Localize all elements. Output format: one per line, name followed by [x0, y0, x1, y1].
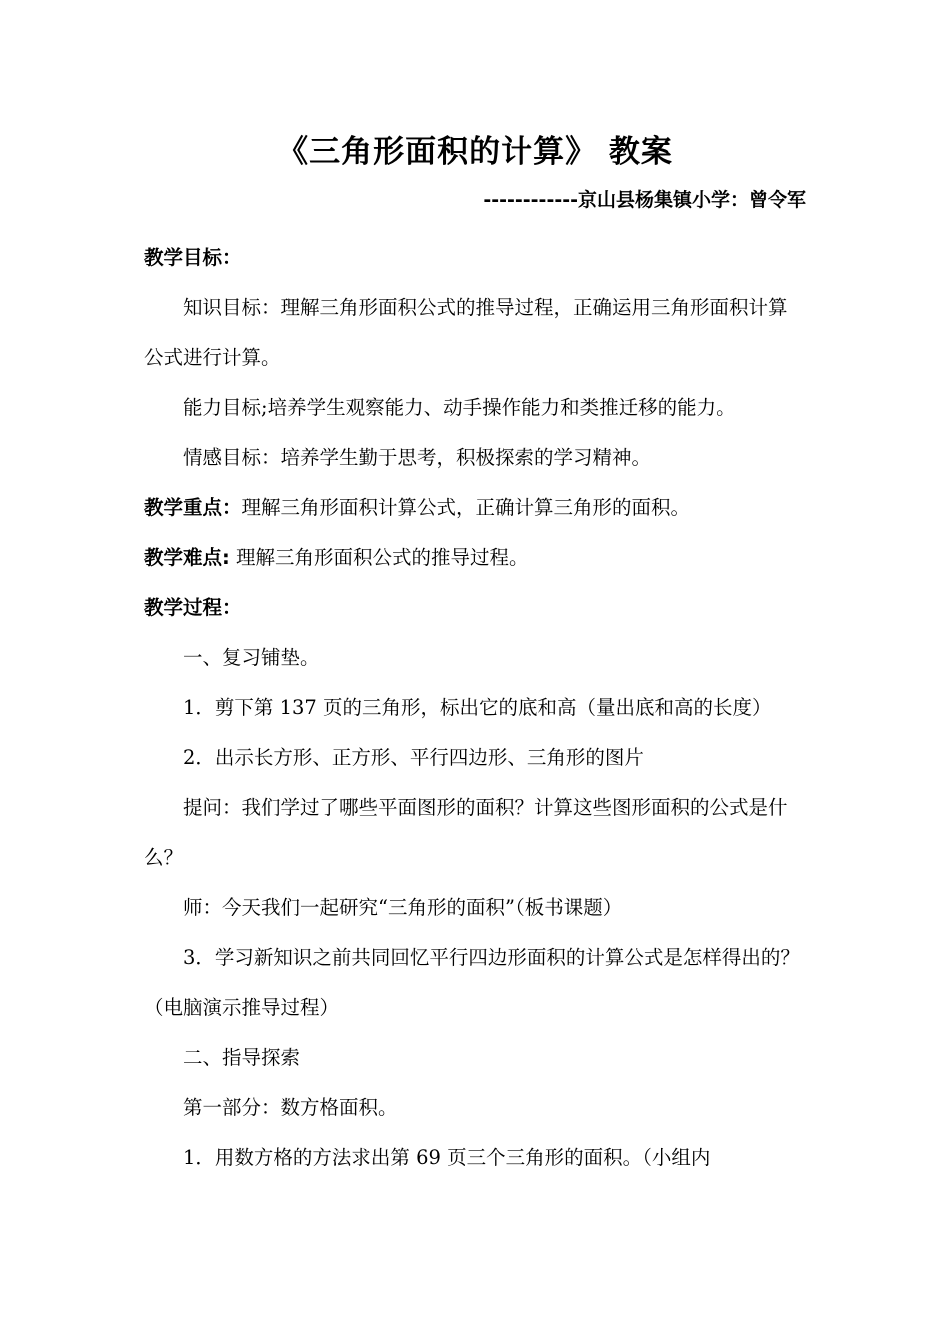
key-point-label: 教学重点： — [144, 496, 242, 519]
explore-section-title: 二、指导探索 — [183, 1046, 301, 1069]
knowledge-objective: 知识目标：理解三角形面积公式的推导过程，正确运用三角形面积计算公式进行计算。 — [144, 296, 788, 369]
review-item-1: 1．剪下第 137 页的三角形，标出它的底和高（量出底和高的长度） — [183, 696, 772, 719]
objectives-heading: 教学目标： — [144, 246, 242, 269]
document-title: 《三角形面积的计算》 教案 — [277, 134, 673, 170]
part1-title: 第一部分：数方格面积。 — [183, 1096, 398, 1119]
author-line: ------------京山县杨集镇小学：曾令军 — [483, 189, 806, 211]
review-item-2: 2．出示长方形、正方形、平行四边形、三角形的图片 — [183, 746, 644, 769]
teacher-statement: 师：今天我们一起研究“三角形的面积”（板书课题） — [183, 896, 623, 919]
emotion-objective: 情感目标：培养学生勤于思考，积极探索的学习精神。 — [183, 446, 652, 469]
difficulty-text: 理解三角形面积公式的推导过程。 — [229, 546, 529, 569]
review-question: 提问：我们学过了哪些平面图形的面积？计算这些图形面积的公式是什么？ — [144, 796, 788, 869]
review-section-title: 一、复习铺垫。 — [183, 646, 320, 669]
document-body — [144, 233, 806, 1183]
key-point-paragraph — [144, 483, 806, 533]
difficulty-label: 教学难点: — [144, 546, 230, 569]
difficulty-paragraph — [144, 533, 806, 583]
process-heading: 教学过程： — [144, 596, 242, 619]
review-item-3: 3．学习新知识之前共同回忆平行四边形面积的计算公式是怎样得出的？（电脑演示推导过程） — [144, 946, 800, 1019]
part1-item-1: 1．用数方格的方法求出第 69 页三个三角形的面积。（小组内 — [183, 1146, 711, 1169]
key-point-text: 理解三角形面积计算公式，正确计算三角形的面积。 — [241, 496, 691, 519]
ability-objective: 能力目标;培养学生观察能力、动手操作能力和类推迁移的能力。 — [183, 396, 736, 419]
